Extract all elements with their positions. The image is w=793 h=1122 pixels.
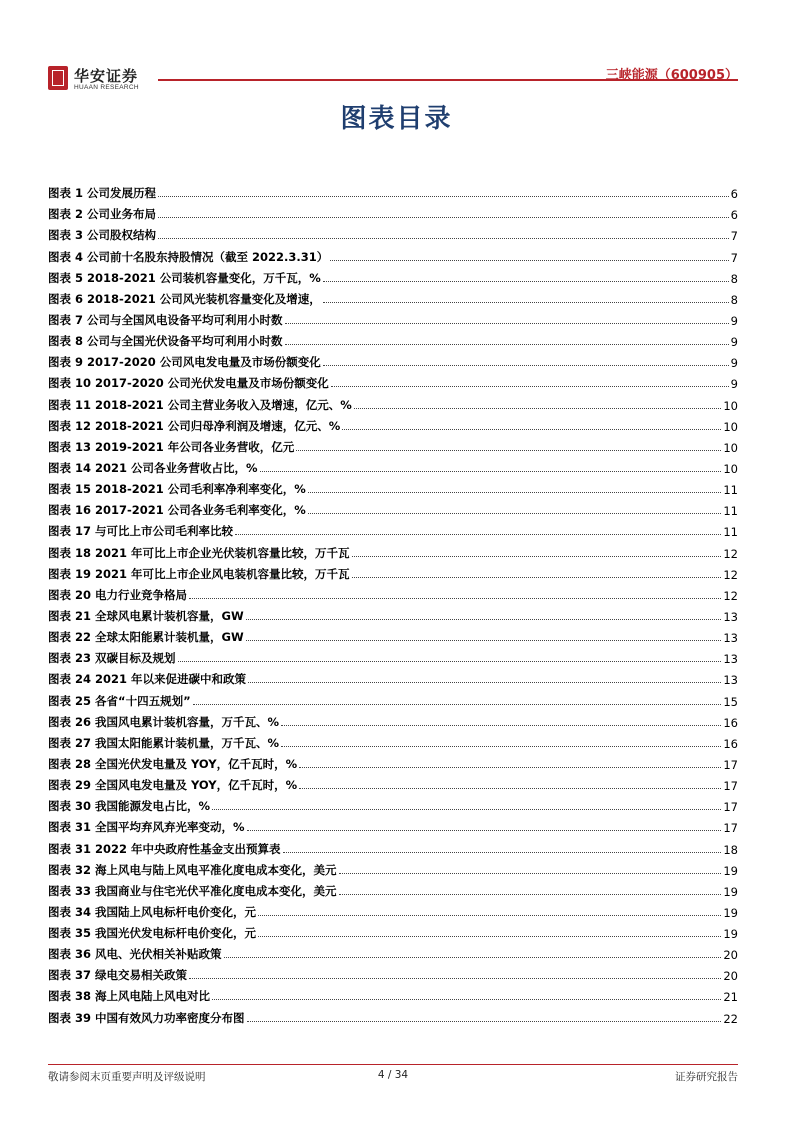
toc-leader-dots	[342, 429, 721, 430]
toc-entry[interactable]	[48, 899, 738, 920]
toc-entry[interactable]	[48, 582, 738, 603]
toc-entry-label: 图表 15 2018-2021 公司毛利率净利率变化，%	[48, 482, 306, 497]
toc-entry-page: 13	[723, 631, 738, 646]
toc-leader-dots	[285, 344, 729, 345]
toc-entry[interactable]	[48, 370, 738, 391]
toc-entry[interactable]	[48, 476, 738, 497]
toc-leader-dots	[189, 598, 721, 599]
toc-entry-label: 图表 34 我国陆上风电标杆电价变化，元	[48, 904, 257, 919]
toc-entry-label: 图表 13 2019-2021 年公司各业务营收，亿元	[48, 439, 295, 454]
toc-leader-dots	[308, 492, 722, 493]
toc-leader-dots	[323, 365, 729, 366]
toc-entry[interactable]	[48, 751, 738, 772]
toc-entry-page: 19	[723, 884, 738, 899]
toc-leader-dots	[339, 873, 722, 874]
toc-entry[interactable]	[48, 497, 738, 518]
toc-entry-label: 图表 28 全国光伏发电量及 YOY，亿千瓦时，%	[48, 756, 298, 771]
huaan-logo-icon	[48, 66, 68, 90]
toc-entry-page: 6	[730, 187, 738, 202]
toc-leader-dots	[247, 1021, 722, 1022]
toc-entry-page: 12	[723, 588, 738, 603]
toc-leader-dots	[352, 577, 722, 578]
toc-entry[interactable]	[48, 201, 738, 222]
toc-leader-dots	[323, 281, 729, 282]
toc-entry-page: 18	[723, 842, 738, 857]
toc-entry[interactable]	[48, 603, 738, 624]
toc-leader-dots	[212, 999, 721, 1000]
toc-entry[interactable]	[48, 835, 738, 856]
toc-leader-dots	[299, 788, 721, 789]
toc-leader-dots	[248, 682, 721, 683]
footer-disclaimer: 敬请参阅末页重要声明及评级说明	[48, 1071, 206, 1083]
toc-entry-page: 10	[723, 419, 738, 434]
page-footer	[48, 1064, 738, 1089]
toc-entry-page: 16	[723, 715, 738, 730]
toc-entry[interactable]	[48, 962, 738, 983]
toc-entry-label: 图表 19 2021 年可比上市企业风电装机容量比较，万千瓦	[48, 566, 350, 581]
page-header	[48, 62, 738, 96]
toc-entry[interactable]	[48, 180, 738, 201]
toc-leader-dots	[283, 852, 722, 853]
toc-entry-label: 图表 23 双碳目标及规划	[48, 651, 176, 666]
toc-entry-page: 13	[723, 652, 738, 667]
toc-entry-label: 图表 33 我国商业与住宅光伏平准化度电成本变化，美元	[48, 883, 337, 898]
toc-entry-label: 图表 22 全球太阳能累计装机量，GW	[48, 630, 244, 645]
toc-leader-dots	[296, 450, 721, 451]
toc-entry[interactable]	[48, 307, 738, 328]
toc-leader-dots	[158, 217, 729, 218]
company-name: 三峡能源（600905）	[605, 68, 738, 83]
toc-leader-dots	[285, 323, 729, 324]
toc-entry[interactable]	[48, 518, 738, 539]
toc-entry[interactable]	[48, 413, 738, 434]
toc-entry[interactable]	[48, 983, 738, 1004]
toc-entry-label: 图表 31 全国平均弃风弃光率变动，%	[48, 820, 245, 835]
toc-entry[interactable]	[48, 666, 738, 687]
toc-entry-label: 图表 25 各省“十四五规划”	[48, 693, 191, 708]
toc-entry[interactable]	[48, 857, 738, 878]
toc-entry-label: 图表 5 2018-2021 公司装机容量变化，万千瓦，%	[48, 270, 321, 285]
toc-entry-page: 10	[723, 440, 738, 455]
toc-entry[interactable]	[48, 265, 738, 286]
toc-entry[interactable]	[48, 730, 738, 751]
toc-leader-dots	[212, 809, 721, 810]
toc-leader-dots	[258, 936, 721, 937]
toc-entry-label: 图表 8 公司与全国光伏设备平均可利用小时数	[48, 334, 283, 349]
toc-entry[interactable]	[48, 793, 738, 814]
toc-entry-page: 12	[723, 546, 738, 561]
toc-entry-label: 图表 9 2017-2020 公司风电发电量及市场份额变化	[48, 355, 321, 370]
toc-entry-label: 图表 6 2018-2021 公司风光装机容量变化及增速，	[48, 291, 321, 306]
toc-entry-page: 11	[723, 504, 738, 519]
toc-entry[interactable]	[48, 349, 738, 370]
toc-entry-page: 9	[730, 335, 738, 350]
toc-entry-page: 7	[730, 229, 738, 244]
toc-entry-label: 图表 1 公司发展历程	[48, 186, 157, 201]
toc-entry-label: 图表 17 与可比上市公司毛利率比较	[48, 524, 234, 539]
toc-entry-page: 13	[723, 673, 738, 688]
toc-entry[interactable]	[48, 222, 738, 243]
table-of-figures	[48, 180, 738, 1026]
toc-entry-page: 9	[730, 356, 738, 371]
toc-leader-dots	[260, 471, 722, 472]
toc-entry-label: 图表 27 我国太阳能累计装机量，万千瓦、%	[48, 735, 280, 750]
toc-leader-dots	[281, 746, 721, 747]
toc-leader-dots	[281, 725, 721, 726]
toc-entry[interactable]	[48, 878, 738, 899]
toc-leader-dots	[178, 661, 722, 662]
toc-entry-page: 16	[723, 736, 738, 751]
toc-entry[interactable]	[48, 455, 738, 476]
toc-entry-page: 21	[723, 990, 738, 1005]
toc-entry-label: 图表 30 我国能源发电占比，%	[48, 799, 211, 814]
toc-entry-label: 图表 12 2018-2021 公司归母净利润及增速，亿元、%	[48, 418, 341, 433]
toc-entry[interactable]	[48, 624, 738, 645]
toc-leader-dots	[235, 534, 721, 535]
toc-entry-page: 6	[730, 208, 738, 223]
toc-entry-page: 17	[723, 821, 738, 836]
toc-entry-page: 11	[723, 525, 738, 540]
toc-entry[interactable]	[48, 539, 738, 560]
toc-leader-dots	[258, 915, 721, 916]
toc-entry[interactable]	[48, 286, 738, 307]
toc-entry-label: 图表 32 海上风电与陆上风电平准化度电成本变化，美元	[48, 862, 337, 877]
toc-leader-dots	[323, 302, 729, 303]
toc-leader-dots	[299, 767, 721, 768]
toc-entry-page: 20	[723, 948, 738, 963]
toc-leader-dots	[339, 894, 722, 895]
toc-entry[interactable]	[48, 687, 738, 708]
toc-entry[interactable]	[48, 1004, 738, 1025]
toc-entry-label: 图表 3 公司股权结构	[48, 228, 157, 243]
toc-entry[interactable]	[48, 920, 738, 941]
toc-entry-page: 8	[730, 271, 738, 286]
toc-leader-dots	[224, 957, 722, 958]
toc-entry[interactable]	[48, 772, 738, 793]
toc-leader-dots	[352, 556, 722, 557]
toc-leader-dots	[246, 640, 722, 641]
toc-entry-page: 19	[723, 927, 738, 942]
toc-entry-page: 17	[723, 800, 738, 815]
toc-entry-label: 图表 36 风电、光伏相关补贴政策	[48, 947, 222, 962]
toc-entry-label: 图表 10 2017-2020 公司光伏发电量及市场份额变化	[48, 376, 329, 391]
toc-entry-label: 图表 16 2017-2021 公司各业务毛利率变化，%	[48, 503, 306, 518]
toc-entry-page: 20	[723, 969, 738, 984]
toc-leader-dots	[158, 238, 729, 239]
toc-entry-page: 9	[730, 377, 738, 392]
logo-text-cn: 华安证券	[74, 67, 139, 85]
toc-entry-label: 图表 31 2022 年中央政府性基金支出预算表	[48, 841, 281, 856]
toc-leader-dots	[330, 260, 728, 261]
toc-entry-page: 13	[723, 609, 738, 624]
page-title: 图表目录	[340, 104, 453, 134]
toc-entry-label: 图表 38 海上风电陆上风电对比	[48, 989, 211, 1004]
toc-entry-label: 图表 29 全国风电发电量及 YOY，亿千瓦时，%	[48, 778, 298, 793]
footer-report-type: 证券研究报告	[675, 1071, 738, 1083]
toc-entry[interactable]	[48, 328, 738, 349]
toc-entry-label: 图表 26 我国风电累计装机容量，万千瓦、%	[48, 714, 280, 729]
toc-leader-dots	[354, 408, 722, 409]
toc-entry[interactable]	[48, 709, 738, 730]
toc-entry-label: 图表 18 2021 年可比上市企业光伏装机容量比较，万千瓦	[48, 545, 350, 560]
toc-entry-label: 图表 4 公司前十名股东持股情况（截至 2022.3.31）	[48, 249, 329, 264]
toc-entry[interactable]	[48, 645, 738, 666]
toc-leader-dots	[193, 704, 722, 705]
toc-entry[interactable]	[48, 243, 738, 264]
toc-leader-dots	[308, 513, 722, 514]
toc-entry-label: 图表 35 我国光伏发电标杆电价变化，元	[48, 926, 257, 941]
toc-leader-dots	[331, 386, 729, 387]
toc-entry-page: 12	[723, 567, 738, 582]
toc-entry-label: 图表 21 全球风电累计装机容量，GW	[48, 608, 244, 623]
toc-entry-label: 图表 14 2021 公司各业务营收占比，%	[48, 460, 258, 475]
toc-entry-page: 19	[723, 905, 738, 920]
toc-leader-dots	[189, 978, 721, 979]
toc-entry-page: 8	[730, 292, 738, 307]
toc-entry[interactable]	[48, 814, 738, 835]
logo-text-en: HUAAN RESEARCH	[74, 84, 139, 91]
toc-entry[interactable]	[48, 391, 738, 412]
toc-entry-page: 11	[723, 483, 738, 498]
toc-entry-label: 图表 2 公司业务布局	[48, 207, 157, 222]
toc-entry-label: 图表 39 中国有效风力功率密度分布图	[48, 1010, 245, 1025]
toc-leader-dots	[247, 830, 722, 831]
toc-entry-label: 图表 37 绿电交易相关政策	[48, 968, 188, 983]
toc-entry[interactable]	[48, 434, 738, 455]
page-number: 4 / 34	[377, 1069, 409, 1081]
toc-leader-dots	[158, 196, 729, 197]
toc-entry-page: 7	[730, 250, 738, 265]
toc-entry-page: 19	[723, 863, 738, 878]
toc-entry-label: 图表 20 电力行业竞争格局	[48, 587, 188, 602]
toc-entry-page: 10	[723, 461, 738, 476]
toc-entry-label: 图表 24 2021 年以来促进碳中和政策	[48, 672, 247, 687]
toc-entry-page: 10	[723, 398, 738, 413]
toc-leader-dots	[246, 619, 722, 620]
toc-entry-label: 图表 11 2018-2021 公司主营业务收入及增速，亿元、%	[48, 397, 352, 412]
toc-entry-page: 17	[723, 779, 738, 794]
toc-entry-page: 9	[730, 313, 738, 328]
toc-entry-page: 17	[723, 757, 738, 772]
toc-entry-label: 图表 7 公司与全国风电设备平均可利用小时数	[48, 312, 283, 327]
toc-entry-page: 15	[723, 694, 738, 709]
toc-entry[interactable]	[48, 941, 738, 962]
toc-entry[interactable]	[48, 561, 738, 582]
toc-entry-page: 22	[723, 1011, 738, 1026]
